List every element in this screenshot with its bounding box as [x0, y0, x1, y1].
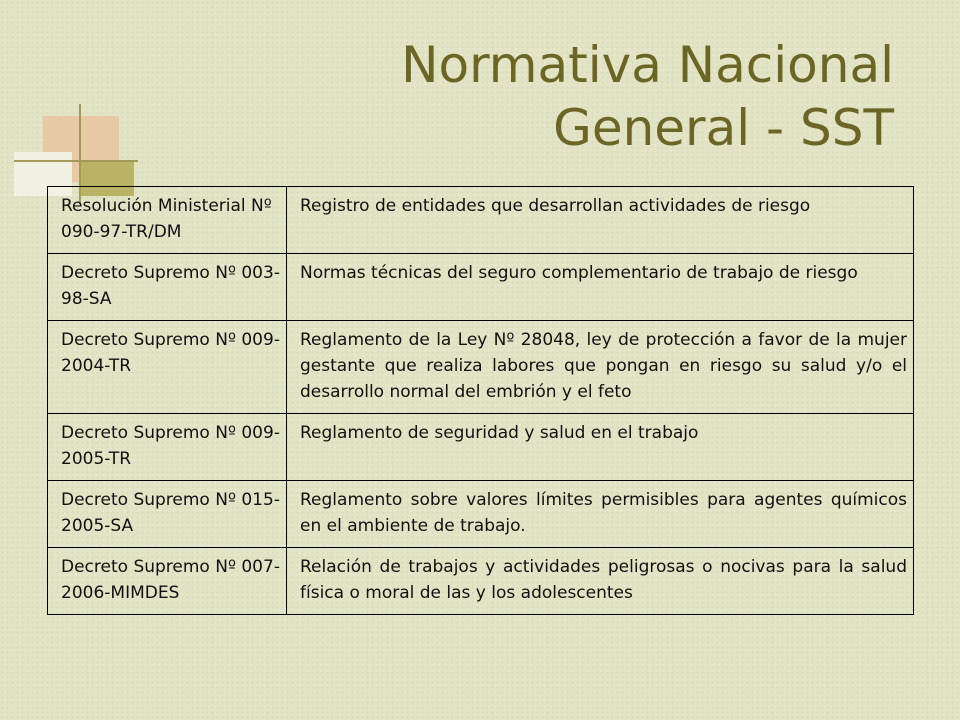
decorative-horizontal-line: [14, 160, 138, 162]
norm-reference: Decreto Supremo Nº 007-2006-MIMDES: [48, 548, 287, 615]
norms-table: [47, 186, 914, 615]
table-row: [48, 321, 914, 414]
norm-description: Registro de entidades que desarrollan actividades de riesgo: [287, 187, 914, 254]
title-line-1: Normativa Nacional: [401, 36, 894, 94]
norm-reference: Decreto Supremo Nº 003-98-SA: [48, 254, 287, 321]
norm-reference: Resolución Ministerial Nº 090-97-TR/DM: [48, 187, 287, 254]
norm-description: Reglamento sobre valores límites permisibles para agentes químicos en el ambiente de trabajo.: [287, 481, 914, 548]
norm-reference: Decreto Supremo Nº 015-2005-SA: [48, 481, 287, 548]
norm-description: Relación de trabajos y actividades peligrosas o nocivas para la salud física o moral de las y los adolescentes: [287, 548, 914, 615]
title-line-2: General - SST: [553, 99, 894, 157]
slide-title: [401, 34, 894, 160]
norm-description: Reglamento de seguridad y salud en el trabajo: [287, 414, 914, 481]
table-row: [48, 254, 914, 321]
norm-description: Reglamento de la Ley Nº 28048, ley de protección a favor de la mujer gestante que realiza labores que pongan en riesgo su salud y/o el desarrollo normal del embrión y el feto: [287, 321, 914, 414]
norm-reference: Decreto Supremo Nº 009-2004-TR: [48, 321, 287, 414]
table-row: [48, 481, 914, 548]
table-row: [48, 548, 914, 615]
norm-reference: Decreto Supremo Nº 009-2005-TR: [48, 414, 287, 481]
table-row: [48, 187, 914, 254]
table-row: [48, 414, 914, 481]
norm-description: Normas técnicas del seguro complementario de trabajo de riesgo: [287, 254, 914, 321]
